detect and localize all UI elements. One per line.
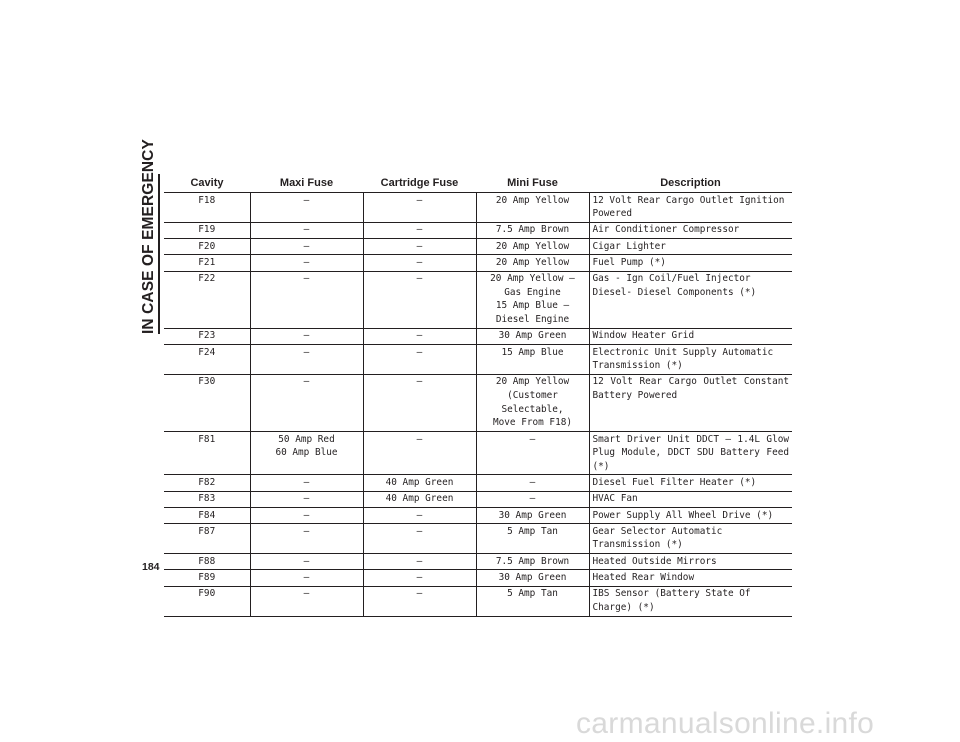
cell-description: Smart Driver Unit DDCT – 1.4L Glow Plug Module, DDCT SDU Battery Feed (*) (589, 432, 792, 475)
cell-description: Gas - Ign Coil/Fuel Injector Diesel- Diesel Components (*) (589, 271, 792, 328)
cell-cavity: F18 (164, 193, 250, 223)
cell-mini-fuse-line: 30 Amp Green (498, 509, 567, 521)
cell-description: Fuel Pump (*) (589, 255, 792, 271)
cell-mini-fuse (476, 508, 589, 524)
cell-cartridge-fuse: – (363, 222, 476, 238)
cell-mini-fuse-line: Gas Engine (504, 286, 561, 298)
cell-mini-fuse (476, 554, 589, 570)
fuse-table (164, 176, 792, 617)
cell-description: Air Conditioner Compressor (589, 222, 792, 238)
cell-description: IBS Sensor (Battery State Of Charge) (*) (589, 586, 792, 616)
cell-maxi-fuse: – (250, 508, 363, 524)
cell-mini-fuse-line: (Customer Selectable, (501, 390, 564, 415)
table-row (164, 345, 792, 375)
cell-mini-fuse-line: 30 Amp Green (498, 571, 567, 583)
cell-maxi-fuse: – (250, 255, 363, 271)
header-maxi-fuse: Maxi Fuse (250, 176, 363, 193)
cell-maxi-fuse: – (250, 524, 363, 554)
header-description: Description (589, 176, 792, 193)
section-heading-text: IN CASE OF EMERGENCY (140, 139, 157, 334)
cell-mini-fuse-line: 15 Amp Blue (501, 346, 564, 358)
cell-description: 12 Volt Rear Cargo Outlet Ignition Powered (589, 193, 792, 223)
cell-cavity: F30 (164, 374, 250, 431)
cell-cavity: F84 (164, 508, 250, 524)
cell-cartridge-fuse: – (363, 271, 476, 328)
cell-mini-fuse (476, 524, 589, 554)
cell-cartridge-fuse: – (363, 508, 476, 524)
cell-maxi-fuse: – (250, 554, 363, 570)
cell-cartridge-fuse: – (363, 193, 476, 223)
cell-maxi-fuse: – (250, 374, 363, 431)
cell-cartridge-fuse: 40 Amp Green (363, 475, 476, 491)
cell-mini-fuse (476, 255, 589, 271)
table-row (164, 554, 792, 570)
cell-cartridge-fuse: – (363, 524, 476, 554)
cell-cartridge-fuse: – (363, 374, 476, 431)
cell-maxi-fuse: – (250, 475, 363, 491)
cell-mini-fuse (476, 239, 589, 255)
cell-description: Power Supply All Wheel Drive (*) (589, 508, 792, 524)
cell-mini-fuse-line: 20 Amp Yellow – (490, 273, 575, 285)
table-row (164, 255, 792, 271)
cell-mini-fuse-line: 5 Amp Tan (507, 588, 558, 600)
table-row (164, 475, 792, 491)
cell-cavity: F20 (164, 239, 250, 255)
cell-mini-fuse (476, 345, 589, 375)
cell-cavity: F21 (164, 255, 250, 271)
page-number: 184 (142, 561, 160, 573)
cell-cartridge-fuse: 40 Amp Green (363, 491, 476, 507)
cell-cavity: F81 (164, 432, 250, 475)
cell-description: Gear Selector Automatic Transmission (*) (589, 524, 792, 554)
cell-maxi-fuse: – (250, 222, 363, 238)
cell-mini-fuse (476, 328, 589, 344)
cell-cavity: F23 (164, 328, 250, 344)
watermark: carmanualsonline.info (576, 707, 875, 740)
table-row (164, 239, 792, 255)
cell-description: Cigar Lighter (589, 239, 792, 255)
table-row (164, 374, 792, 431)
table-row (164, 432, 792, 475)
cell-mini-fuse (476, 475, 589, 491)
cell-cavity: F83 (164, 491, 250, 507)
cell-cavity: F24 (164, 345, 250, 375)
table-row (164, 491, 792, 507)
cell-cavity: F82 (164, 475, 250, 491)
cell-maxi-fuse: – (250, 239, 363, 255)
cell-mini-fuse (476, 570, 589, 586)
cell-description: Heated Rear Window (589, 570, 792, 586)
table-row (164, 508, 792, 524)
header-cavity: Cavity (164, 176, 250, 193)
header-cartridge-fuse: Cartridge Fuse (363, 176, 476, 193)
cell-maxi-fuse: – (250, 271, 363, 328)
cell-cavity: F90 (164, 586, 250, 616)
cell-cartridge-fuse: – (363, 554, 476, 570)
cell-cartridge-fuse: – (363, 255, 476, 271)
table-row (164, 271, 792, 328)
cell-mini-fuse-line: Move From F18) (492, 417, 573, 429)
table-row (164, 222, 792, 238)
cell-maxi-fuse: – (250, 491, 363, 507)
cell-cavity: F19 (164, 222, 250, 238)
section-heading-vertical (139, 139, 159, 334)
cell-mini-fuse-line: – (529, 476, 536, 488)
cell-description: Window Heater Grid (589, 328, 792, 344)
cell-cavity: F87 (164, 524, 250, 554)
table-row (164, 524, 792, 554)
cell-mini-fuse-line: 20 Amp Yellow (495, 376, 570, 388)
cell-cavity: F89 (164, 570, 250, 586)
cell-mini-fuse-line: 20 Amp Yellow (495, 240, 570, 252)
cell-cartridge-fuse: – (363, 239, 476, 255)
cell-cavity: F88 (164, 554, 250, 570)
cell-mini-fuse-line: 7.5 Amp Brown (495, 224, 570, 236)
cell-mini-fuse (476, 222, 589, 238)
table-row (164, 586, 792, 616)
cell-cartridge-fuse: – (363, 328, 476, 344)
table-body (164, 193, 792, 617)
cell-maxi-fuse: – (250, 570, 363, 586)
cell-mini-fuse-line: 15 Amp Blue – (495, 300, 570, 312)
cell-mini-fuse (476, 374, 589, 431)
cell-maxi-fuse: – (250, 328, 363, 344)
cell-mini-fuse-line: 20 Amp Yellow (495, 256, 570, 268)
cell-cartridge-fuse: – (363, 586, 476, 616)
cell-mini-fuse-line: 5 Amp Tan (507, 525, 558, 537)
cell-maxi-fuse (250, 432, 363, 475)
cell-description: Electronic Unit Supply Automatic Transmission (*) (589, 345, 792, 375)
table-row (164, 328, 792, 344)
cell-mini-fuse (476, 491, 589, 507)
section-divider (158, 174, 160, 334)
cell-description: 12 Volt Rear Cargo Outlet Constant Battery Powered (589, 374, 792, 431)
cell-mini-fuse-line: – (529, 433, 536, 445)
cell-mini-fuse-line: 7.5 Amp Brown (495, 555, 570, 567)
cell-maxi-fuse-line: 60 Amp Blue (275, 447, 338, 459)
table-row (164, 193, 792, 223)
cell-mini-fuse (476, 586, 589, 616)
table-row (164, 570, 792, 586)
cell-maxi-fuse: – (250, 586, 363, 616)
cell-mini-fuse (476, 271, 589, 328)
cell-description: HVAC Fan (589, 491, 792, 507)
cell-mini-fuse-line: 30 Amp Green (498, 330, 567, 342)
cell-mini-fuse (476, 432, 589, 475)
cell-cartridge-fuse: – (363, 570, 476, 586)
cell-mini-fuse-line: Diesel Engine (495, 314, 570, 325)
cell-cartridge-fuse: – (363, 345, 476, 375)
cell-cavity: F22 (164, 271, 250, 328)
cell-mini-fuse-line: 20 Amp Yellow (495, 194, 570, 206)
cell-mini-fuse (476, 193, 589, 223)
cell-cartridge-fuse: – (363, 432, 476, 475)
table-header-row (164, 176, 792, 193)
cell-description: Diesel Fuel Filter Heater (*) (589, 475, 792, 491)
cell-maxi-fuse: – (250, 193, 363, 223)
cell-mini-fuse-line: – (529, 493, 536, 505)
cell-maxi-fuse: – (250, 345, 363, 375)
cell-maxi-fuse-line: 50 Amp Red (278, 433, 335, 445)
cell-description: Heated Outside Mirrors (589, 554, 792, 570)
header-mini-fuse: Mini Fuse (476, 176, 589, 193)
